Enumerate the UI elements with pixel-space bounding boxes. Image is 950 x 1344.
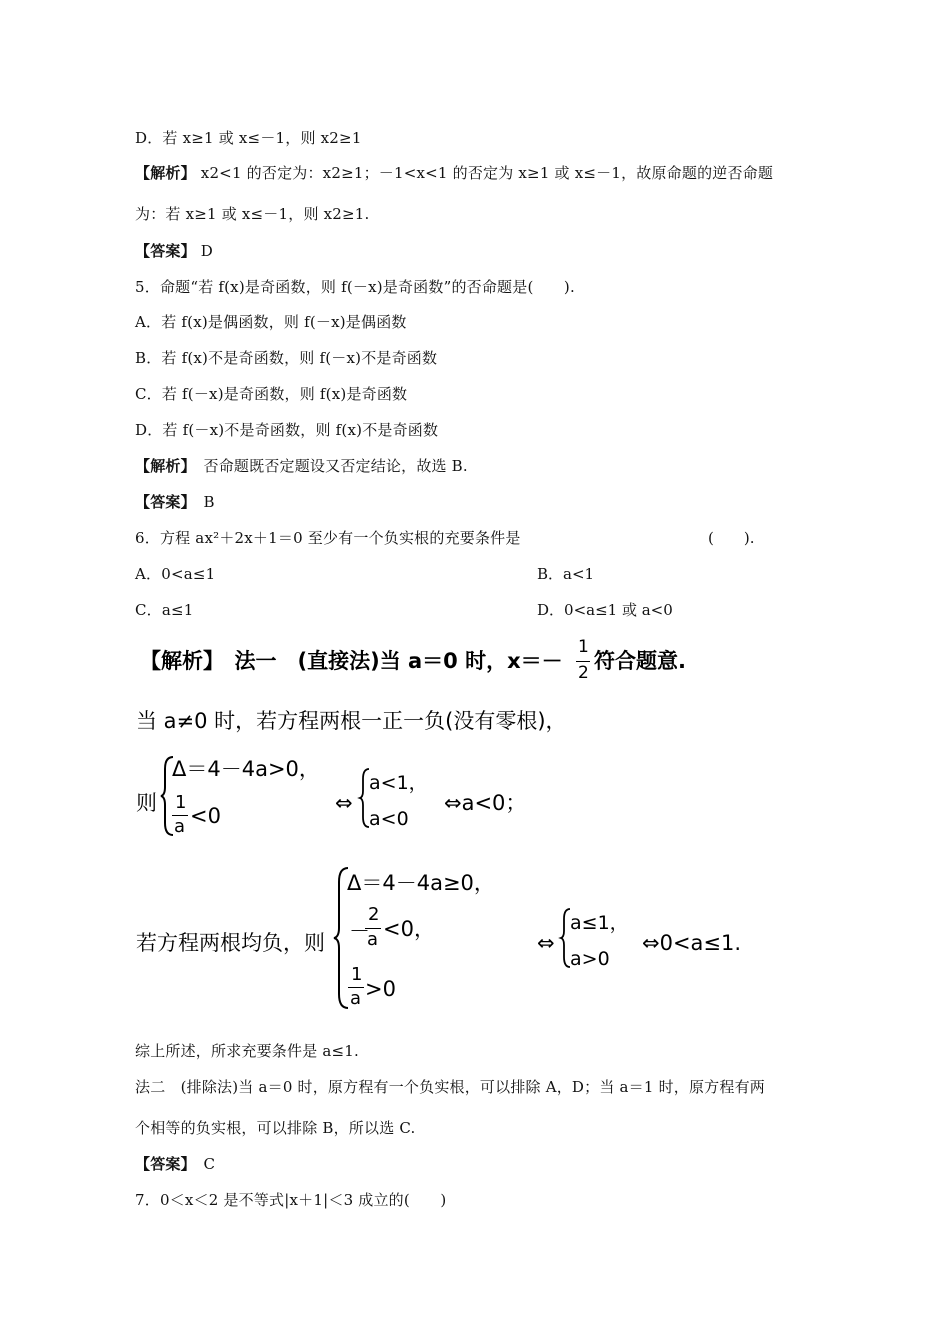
system-2-prefix: 若方程两根均负，则 [136, 931, 325, 955]
summary: 综上所述，所求充要条件是 a≤1. [135, 1042, 359, 1060]
q6-answer-paren: ( ). [708, 529, 755, 547]
answer-text: C [188, 1155, 216, 1173]
half-numerator: 1 [578, 637, 589, 657]
solution-row-1-tail: 符合题意. [594, 649, 686, 673]
analysis-tag: 【解析】 [135, 457, 189, 475]
q6-option-b: B．a<1 [537, 565, 595, 583]
q5-option-c: C．若 f(－x)是奇函数，则 f(x)是奇函数 [135, 385, 408, 403]
answer-text: B [188, 493, 215, 511]
system-1-equiv-arrow: ⇔ [335, 791, 353, 815]
system-2-minus: － [349, 919, 370, 943]
system-1-line-1: Δ＝4－4a>0， [172, 757, 320, 781]
q5-option-b: B．若 f(x)不是奇函数，则 f(－x)不是奇函数 [135, 349, 438, 367]
answer-tag: 【答案】 [135, 1155, 189, 1173]
analysis-tag: 【解析】 [135, 164, 196, 182]
system-2-right-line-2: a>0 [570, 948, 610, 970]
answer-text: D [195, 242, 214, 260]
system-1-line-2-tail: <0 [190, 804, 221, 828]
solution-row-1-text: 法一 (直接法)当 a＝0 时，x＝－ [213, 649, 563, 673]
system-2-right-line-1: a≤1， [570, 912, 629, 934]
solution-tag: 【解析】 [140, 649, 214, 673]
solution-row-1 [140, 648, 563, 674]
q4-analysis-line-2: 为：若 x≥1 或 x≤－1，则 x2≥1. [135, 205, 370, 223]
q5-option-d: D．若 f(－x)不是奇函数，则 f(x)不是奇函数 [135, 421, 439, 439]
system-2-denominator-3: a [350, 988, 362, 1009]
method-2-line-1: 法二 (排除法)当 a＝0 时，原方程有一个负实根，可以排除 A，D；当 a＝1 时，原方程有两 [135, 1078, 765, 1096]
system-1-numerator: 1 [175, 792, 187, 813]
q6-option-c: C．a≤1 [135, 601, 194, 619]
system-2-denominator-2: a [367, 929, 379, 950]
q4-option-d: D．若 x≥1 或 x≤－1，则 x2≥1 [135, 129, 362, 147]
system-1-right-line-1: a<1， [369, 772, 428, 794]
q7-stem: 7．0＜x＜2 是不等式|x＋1|＜3 成立的( ) [135, 1191, 447, 1209]
system-1-prefix: 则 [136, 791, 157, 815]
q4-analysis-line-1 [135, 163, 773, 183]
half-denominator: 2 [578, 663, 589, 683]
q6-stem: 6．方程 ax²＋2x＋1＝0 至少有一个负实根的充要条件是 [135, 529, 521, 547]
q6-option-d: D．0<a≤1 或 a<0 [537, 601, 673, 619]
system-2-equiv-arrow: ⇔ [537, 931, 555, 955]
answer-tag: 【答案】 [135, 493, 189, 511]
answer-tag: 【答案】 [135, 242, 196, 260]
system-2-numerator-2: 2 [368, 904, 380, 925]
system-2-result: ⇔0<a≤1. [642, 931, 742, 955]
q5-stem: 5．命题“若 f(x)是奇函数，则 f(－x)是奇函数”的否命题是( ). [135, 278, 575, 296]
q6-option-a: A．0<a≤1 [135, 565, 216, 583]
q5-answer [135, 492, 215, 512]
q4-answer [135, 241, 213, 261]
system-2-line-1: Δ＝4－4a≥0， [347, 871, 495, 895]
q5-option-a: A．若 f(x)是偶函数，则 f(－x)是偶函数 [135, 313, 407, 331]
system-1-denominator: a [174, 816, 186, 837]
method-2-line-2: 个相等的负实根，可以排除 B，所以选 C. [135, 1119, 416, 1137]
system-2-numerator-3: 1 [351, 964, 363, 985]
system-1-result: ⇔a<0； [444, 791, 527, 815]
system-1-right-line-2: a<0 [369, 808, 409, 830]
analysis-text: 否命题既否定题设又否定结论，故选 B. [188, 457, 468, 475]
system-2-line-2-tail: <0， [383, 917, 435, 941]
q5-analysis [135, 456, 468, 476]
system-2-line-3-tail: >0 [365, 977, 396, 1001]
solution-row-2: 当 a≠0 时，若方程两根一正一负(没有零根)， [136, 709, 567, 733]
q6-answer [135, 1154, 215, 1174]
analysis-text: x2<1 的否定为：x2≥1；－1<x<1 的否定为 x≥1 或 x≤－1，故原命题的逆否命题 [195, 164, 774, 182]
